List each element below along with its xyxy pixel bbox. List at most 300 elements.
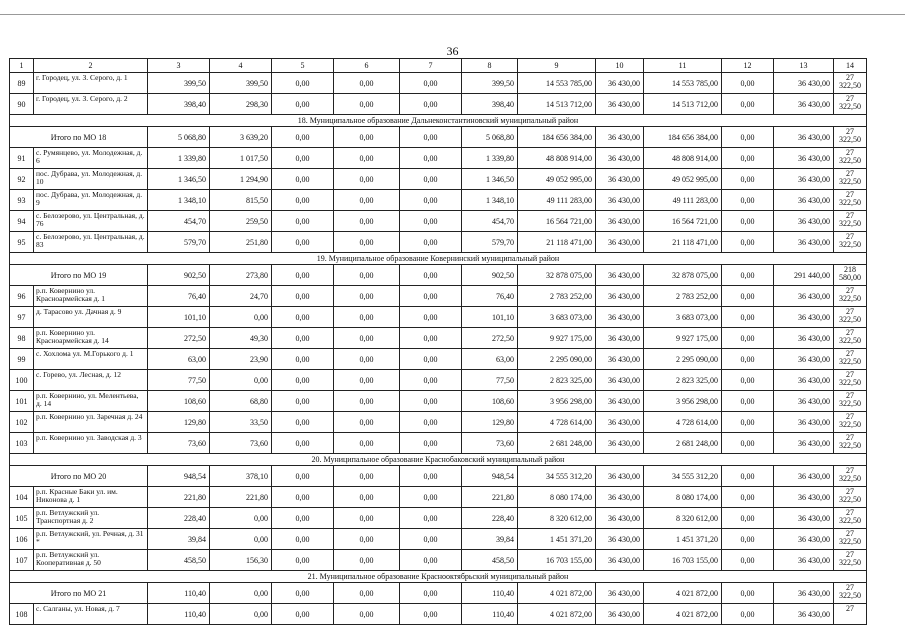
table-cell: 0,00 bbox=[400, 328, 462, 349]
address-cell: с. Белозерово, ул. Центральная, д. 83 bbox=[34, 232, 148, 253]
table-cell: 0,00 bbox=[210, 583, 272, 604]
table-cell: 27 322,50 bbox=[834, 169, 867, 190]
table-row bbox=[10, 286, 867, 307]
address-cell: р.п. Ковернино ул. Заречная д. 24 bbox=[34, 412, 148, 433]
table-cell: 27 322,50 bbox=[834, 127, 867, 148]
table-cell: 27 322,50 bbox=[834, 466, 867, 487]
table-cell: 0,00 bbox=[272, 307, 334, 328]
table-cell: 1 451 371,20 bbox=[518, 529, 596, 550]
table-cell: 0,00 bbox=[272, 583, 334, 604]
table-cell: 272,50 bbox=[148, 328, 210, 349]
row-number: 98 bbox=[10, 328, 34, 349]
table-cell: 0,00 bbox=[272, 232, 334, 253]
table-cell: 902,50 bbox=[148, 265, 210, 286]
row-number: 93 bbox=[10, 190, 34, 211]
total-label: Итого по МО 20 bbox=[10, 466, 148, 487]
table-cell: 36 430,00 bbox=[596, 349, 644, 370]
table-cell: 27 322,50 bbox=[834, 412, 867, 433]
top-border-line bbox=[0, 14, 905, 15]
column-header-10: 10 bbox=[596, 59, 644, 73]
table-cell: 2 295 090,00 bbox=[644, 349, 722, 370]
row-number: 108 bbox=[10, 604, 34, 625]
row-number: 103 bbox=[10, 433, 34, 454]
table-cell: 9 927 175,00 bbox=[644, 328, 722, 349]
table-cell: 0,00 bbox=[334, 148, 400, 169]
table-cell: 27 322,50 bbox=[834, 583, 867, 604]
table-cell: 273,80 bbox=[210, 265, 272, 286]
table-cell: 108,60 bbox=[462, 391, 518, 412]
table-cell: 1 294,90 bbox=[210, 169, 272, 190]
table-cell: 1 339,80 bbox=[148, 148, 210, 169]
table-row bbox=[10, 148, 867, 169]
row-number: 92 bbox=[10, 169, 34, 190]
table-cell: 399,50 bbox=[148, 73, 210, 94]
column-header-6: 6 bbox=[334, 59, 400, 73]
table-cell: 73,60 bbox=[210, 433, 272, 454]
table-cell: 0,00 bbox=[400, 211, 462, 232]
table-cell: 36 430,00 bbox=[596, 211, 644, 232]
table-cell: 0,00 bbox=[722, 328, 774, 349]
row-number: 94 bbox=[10, 211, 34, 232]
address-cell: р.п. Ковернино ул. Красноармейская д. 14 bbox=[34, 328, 148, 349]
table-cell: 0,00 bbox=[400, 232, 462, 253]
table-cell: 36 430,00 bbox=[596, 433, 644, 454]
table-cell: 0,00 bbox=[722, 370, 774, 391]
column-header-4: 4 bbox=[210, 59, 272, 73]
table-cell: 0,00 bbox=[722, 487, 774, 508]
table-cell: 36 430,00 bbox=[774, 349, 834, 370]
table-cell: 36 430,00 bbox=[774, 307, 834, 328]
address-cell: пос. Дубрава, ул. Молодежная, д. 10 bbox=[34, 169, 148, 190]
table-cell: 36 430,00 bbox=[774, 328, 834, 349]
table-cell: 0,00 bbox=[400, 169, 462, 190]
table-cell: 454,70 bbox=[462, 211, 518, 232]
table-cell: 8 080 174,00 bbox=[518, 487, 596, 508]
table-cell: 49 111 283,00 bbox=[644, 190, 722, 211]
page-number: 36 bbox=[446, 44, 459, 58]
table-cell: 34 555 312,20 bbox=[644, 466, 722, 487]
address-cell: р.п. Ковернино ул. Красноармейская д. 1 bbox=[34, 286, 148, 307]
table-cell: 0,00 bbox=[400, 148, 462, 169]
table-cell: 27 322,50 bbox=[834, 349, 867, 370]
table-cell: 36 430,00 bbox=[596, 529, 644, 550]
table-cell: 0,00 bbox=[210, 604, 272, 625]
table-cell: 184 656 384,00 bbox=[644, 127, 722, 148]
table-cell: 2 295 090,00 bbox=[518, 349, 596, 370]
table-cell: 36 430,00 bbox=[774, 583, 834, 604]
table-cell: 0,00 bbox=[334, 433, 400, 454]
table-cell: 36 430,00 bbox=[596, 604, 644, 625]
table-cell: 36 430,00 bbox=[774, 286, 834, 307]
table-row bbox=[10, 370, 867, 391]
table-row bbox=[10, 508, 867, 529]
table-cell: 16 564 721,00 bbox=[644, 211, 722, 232]
table-cell: 3 683 073,00 bbox=[644, 307, 722, 328]
table-cell: 4 021 872,00 bbox=[644, 604, 722, 625]
column-header-1: 1 bbox=[10, 59, 34, 73]
table-cell: 49,30 bbox=[210, 328, 272, 349]
table-cell: 36 430,00 bbox=[774, 412, 834, 433]
section-header-row bbox=[10, 571, 867, 583]
table-cell: 27 322,50 bbox=[834, 232, 867, 253]
table-cell: 0,00 bbox=[272, 370, 334, 391]
table-cell: 16 703 155,00 bbox=[518, 550, 596, 571]
table-cell: 16 564 721,00 bbox=[518, 211, 596, 232]
row-number: 89 bbox=[10, 73, 34, 94]
table-cell: 23,90 bbox=[210, 349, 272, 370]
address-cell: р.п. Ветлужский ул. Кооперативная д. 50 bbox=[34, 550, 148, 571]
table-cell: 36 430,00 bbox=[596, 583, 644, 604]
table-row bbox=[10, 211, 867, 232]
table-cell: 3 956 298,00 bbox=[644, 391, 722, 412]
table-cell: 0,00 bbox=[400, 127, 462, 148]
table-cell: 14 513 712,00 bbox=[518, 94, 596, 115]
table-cell: 2 783 252,00 bbox=[644, 286, 722, 307]
table-cell: 27 322,50 bbox=[834, 529, 867, 550]
table-cell: 36 430,00 bbox=[774, 190, 834, 211]
table-cell: 36 430,00 bbox=[596, 550, 644, 571]
table-cell: 399,50 bbox=[462, 73, 518, 94]
table-cell: 36 430,00 bbox=[774, 94, 834, 115]
address-cell: г. Городец, ул. З. Серого, д. 2 bbox=[34, 94, 148, 115]
table-cell: 0,00 bbox=[400, 391, 462, 412]
table-cell: 1 339,80 bbox=[462, 148, 518, 169]
table-cell: 0,00 bbox=[400, 529, 462, 550]
table-row bbox=[10, 412, 867, 433]
table-cell: 948,54 bbox=[462, 466, 518, 487]
row-number: 104 bbox=[10, 487, 34, 508]
table-cell: 0,00 bbox=[272, 73, 334, 94]
table-cell: 36 430,00 bbox=[774, 487, 834, 508]
table-cell: 0,00 bbox=[272, 487, 334, 508]
table-cell: 8 320 612,00 bbox=[518, 508, 596, 529]
column-header-9: 9 bbox=[518, 59, 596, 73]
column-header-3: 3 bbox=[148, 59, 210, 73]
table-cell: 27 322,50 bbox=[834, 370, 867, 391]
table-row bbox=[10, 391, 867, 412]
table-cell: 36 430,00 bbox=[774, 433, 834, 454]
table-cell: 0,00 bbox=[400, 286, 462, 307]
table-cell: 902,50 bbox=[462, 265, 518, 286]
row-number: 90 bbox=[10, 94, 34, 115]
table-cell: 14 553 785,00 bbox=[644, 73, 722, 94]
table-cell: 27 322,50 bbox=[834, 286, 867, 307]
table-cell: 48 808 914,00 bbox=[644, 148, 722, 169]
table-row bbox=[10, 487, 867, 508]
table-cell: 32 878 075,00 bbox=[644, 265, 722, 286]
table-cell: 0,00 bbox=[272, 349, 334, 370]
address-cell: р.п. Ветлужский, ул. Речная, д. 31 * bbox=[34, 529, 148, 550]
table-cell: 110,40 bbox=[462, 604, 518, 625]
table-cell: 0,00 bbox=[210, 307, 272, 328]
column-header-8: 8 bbox=[462, 59, 518, 73]
table-row bbox=[10, 604, 867, 625]
table-cell: 0,00 bbox=[400, 487, 462, 508]
table-cell: 27 322,50 bbox=[834, 550, 867, 571]
table-row bbox=[10, 433, 867, 454]
table-cell: 36 430,00 bbox=[596, 169, 644, 190]
table-cell: 49 052 995,00 bbox=[644, 169, 722, 190]
column-header-2: 2 bbox=[34, 59, 148, 73]
table-cell: 0,00 bbox=[272, 169, 334, 190]
table-cell: 110,40 bbox=[148, 604, 210, 625]
table-cell: 0,00 bbox=[722, 508, 774, 529]
table-row bbox=[10, 232, 867, 253]
table-cell: 8 320 612,00 bbox=[644, 508, 722, 529]
table-cell: 0,00 bbox=[272, 550, 334, 571]
table-cell: 49 052 995,00 bbox=[518, 169, 596, 190]
table-cell: 14 513 712,00 bbox=[644, 94, 722, 115]
table-cell: 2 681 248,00 bbox=[644, 433, 722, 454]
table-cell: 0,00 bbox=[272, 127, 334, 148]
table-cell: 0,00 bbox=[722, 73, 774, 94]
table-cell: 3 956 298,00 bbox=[518, 391, 596, 412]
table-row bbox=[10, 328, 867, 349]
table-cell: 291 440,00 bbox=[774, 265, 834, 286]
table-row bbox=[10, 529, 867, 550]
table-cell: 27 bbox=[834, 604, 867, 625]
table-cell: 4 728 614,00 bbox=[518, 412, 596, 433]
row-number: 99 bbox=[10, 349, 34, 370]
table-body bbox=[10, 59, 867, 625]
table-cell: 36 430,00 bbox=[774, 232, 834, 253]
table-cell: 0,00 bbox=[400, 412, 462, 433]
table-cell: 39,84 bbox=[462, 529, 518, 550]
address-cell: с. Белозерово, ул. Центральная, д. 76 bbox=[34, 211, 148, 232]
table-cell: 73,60 bbox=[462, 433, 518, 454]
table-cell: 27 322,50 bbox=[834, 307, 867, 328]
table-cell: 27 322,50 bbox=[834, 433, 867, 454]
table-cell: 36 430,00 bbox=[774, 466, 834, 487]
table-cell: 0,00 bbox=[334, 328, 400, 349]
table-cell: 108,60 bbox=[148, 391, 210, 412]
column-header-13: 13 bbox=[774, 59, 834, 73]
table-cell: 129,80 bbox=[148, 412, 210, 433]
table-cell: 218 580,00 bbox=[834, 265, 867, 286]
table-cell: 0,00 bbox=[400, 94, 462, 115]
table-cell: 0,00 bbox=[722, 412, 774, 433]
total-row bbox=[10, 583, 867, 604]
column-header-14: 14 bbox=[834, 59, 867, 73]
table-cell: 1 348,10 bbox=[148, 190, 210, 211]
table-cell: 27 322,50 bbox=[834, 73, 867, 94]
table-cell: 36 430,00 bbox=[596, 328, 644, 349]
table-cell: 77,50 bbox=[148, 370, 210, 391]
table-cell: 378,10 bbox=[210, 466, 272, 487]
table-cell: 36 430,00 bbox=[596, 148, 644, 169]
table-cell: 27 322,50 bbox=[834, 94, 867, 115]
table-cell: 454,70 bbox=[148, 211, 210, 232]
table-cell: 0,00 bbox=[722, 148, 774, 169]
table-cell: 39,84 bbox=[148, 529, 210, 550]
row-number: 102 bbox=[10, 412, 34, 433]
table-cell: 4 021 872,00 bbox=[644, 583, 722, 604]
address-cell: с. Горево, ул. Лесная, д. 12 bbox=[34, 370, 148, 391]
table-cell: 2 823 325,00 bbox=[518, 370, 596, 391]
table-cell: 36 430,00 bbox=[774, 169, 834, 190]
address-cell: р.п. Ковернино ул. Заводская д. 3 bbox=[34, 433, 148, 454]
address-cell: с. Хохлома ул. М.Горького д. 1 bbox=[34, 349, 148, 370]
table-cell: 0,00 bbox=[722, 169, 774, 190]
table-cell: 0,00 bbox=[400, 550, 462, 571]
table-cell: 0,00 bbox=[334, 487, 400, 508]
table-cell: 0,00 bbox=[400, 466, 462, 487]
section-header-row bbox=[10, 253, 867, 265]
total-row bbox=[10, 466, 867, 487]
table-cell: 27 322,50 bbox=[834, 328, 867, 349]
table-cell: 76,40 bbox=[462, 286, 518, 307]
table-cell: 0,00 bbox=[722, 190, 774, 211]
table-cell: 0,00 bbox=[722, 529, 774, 550]
column-header-row bbox=[10, 59, 867, 73]
table-cell: 0,00 bbox=[334, 550, 400, 571]
table-cell: 251,80 bbox=[210, 232, 272, 253]
address-cell: р.п. Ковернино, ул. Мелентьева, д. 14 bbox=[34, 391, 148, 412]
table-cell: 0,00 bbox=[400, 604, 462, 625]
table-cell: 0,00 bbox=[334, 412, 400, 433]
table-cell: 4 021 872,00 bbox=[518, 583, 596, 604]
table-cell: 21 118 471,00 bbox=[644, 232, 722, 253]
table-cell: 0,00 bbox=[722, 391, 774, 412]
table-cell: 0,00 bbox=[334, 190, 400, 211]
total-row bbox=[10, 265, 867, 286]
table-row bbox=[10, 94, 867, 115]
table-cell: 458,50 bbox=[148, 550, 210, 571]
table-cell: 49 111 283,00 bbox=[518, 190, 596, 211]
table-cell: 36 430,00 bbox=[774, 73, 834, 94]
table-cell: 0,00 bbox=[400, 190, 462, 211]
table-cell: 0,00 bbox=[334, 370, 400, 391]
table-cell: 63,00 bbox=[148, 349, 210, 370]
table-cell: 36 430,00 bbox=[774, 508, 834, 529]
table-cell: 2 681 248,00 bbox=[518, 433, 596, 454]
table-cell: 77,50 bbox=[462, 370, 518, 391]
table-cell: 36 430,00 bbox=[596, 466, 644, 487]
table-cell: 0,00 bbox=[272, 148, 334, 169]
table-cell: 110,40 bbox=[148, 583, 210, 604]
table-cell: 0,00 bbox=[722, 433, 774, 454]
table-cell: 0,00 bbox=[400, 73, 462, 94]
table-row bbox=[10, 307, 867, 328]
table-cell: 3 683 073,00 bbox=[518, 307, 596, 328]
table-cell: 184 656 384,00 bbox=[518, 127, 596, 148]
table-cell: 0,00 bbox=[334, 508, 400, 529]
column-header-5: 5 bbox=[272, 59, 334, 73]
table-cell: 0,00 bbox=[334, 466, 400, 487]
table-cell: 0,00 bbox=[334, 73, 400, 94]
table-cell: 221,80 bbox=[462, 487, 518, 508]
table-cell: 5 068,80 bbox=[462, 127, 518, 148]
total-label: Итого по МО 19 bbox=[10, 265, 148, 286]
table-cell: 0,00 bbox=[334, 583, 400, 604]
table-cell: 0,00 bbox=[272, 265, 334, 286]
table-cell: 398,40 bbox=[462, 94, 518, 115]
table-cell: 1 017,50 bbox=[210, 148, 272, 169]
table-cell: 0,00 bbox=[722, 94, 774, 115]
section-header-row bbox=[10, 115, 867, 127]
table-cell: 4 728 614,00 bbox=[644, 412, 722, 433]
table-row bbox=[10, 550, 867, 571]
table-cell: 36 430,00 bbox=[596, 307, 644, 328]
table-cell: 1 348,10 bbox=[462, 190, 518, 211]
table-cell: 36 430,00 bbox=[774, 370, 834, 391]
table-cell: 33,50 bbox=[210, 412, 272, 433]
table-cell: 36 430,00 bbox=[774, 550, 834, 571]
table-cell: 36 430,00 bbox=[774, 127, 834, 148]
table-cell: 399,50 bbox=[210, 73, 272, 94]
table-cell: 0,00 bbox=[334, 349, 400, 370]
table-cell: 16 703 155,00 bbox=[644, 550, 722, 571]
column-header-7: 7 bbox=[400, 59, 462, 73]
table-cell: 0,00 bbox=[722, 583, 774, 604]
address-cell: с. Румянцево, ул. Молодежная, д. 6 bbox=[34, 148, 148, 169]
table-cell: 5 068,80 bbox=[148, 127, 210, 148]
table-cell: 34 555 312,20 bbox=[518, 466, 596, 487]
table-cell: 36 430,00 bbox=[596, 265, 644, 286]
row-number: 96 bbox=[10, 286, 34, 307]
table-cell: 101,10 bbox=[462, 307, 518, 328]
table-cell: 27 322,50 bbox=[834, 148, 867, 169]
table-cell: 0,00 bbox=[400, 508, 462, 529]
table-row bbox=[10, 190, 867, 211]
table-cell: 0,00 bbox=[334, 94, 400, 115]
table-cell: 0,00 bbox=[334, 391, 400, 412]
table-cell: 0,00 bbox=[400, 370, 462, 391]
table-cell: 36 430,00 bbox=[774, 391, 834, 412]
table-cell: 0,00 bbox=[272, 391, 334, 412]
address-cell: р.п. Ветлужский ул. Транспортная д. 2 bbox=[34, 508, 148, 529]
address-cell: с. Салганы, ул. Новая, д. 7 bbox=[34, 604, 148, 625]
address-cell: д. Тарасово ул. Дачная д. 9 bbox=[34, 307, 148, 328]
table-cell: 36 430,00 bbox=[596, 487, 644, 508]
row-number: 106 bbox=[10, 529, 34, 550]
table-cell: 63,00 bbox=[462, 349, 518, 370]
table-cell: 36 430,00 bbox=[596, 391, 644, 412]
table-cell: 36 430,00 bbox=[774, 211, 834, 232]
table-cell: 2 823 325,00 bbox=[644, 370, 722, 391]
address-cell: пос. Дубрава, ул. Молодежная, д. 9 bbox=[34, 190, 148, 211]
table-cell: 0,00 bbox=[272, 286, 334, 307]
table-row bbox=[10, 349, 867, 370]
table-cell: 14 553 785,00 bbox=[518, 73, 596, 94]
table-cell: 110,40 bbox=[462, 583, 518, 604]
table-cell: 36 430,00 bbox=[596, 73, 644, 94]
total-label: Итого по МО 21 bbox=[10, 583, 148, 604]
table-cell: 0,00 bbox=[272, 466, 334, 487]
table-cell: 73,60 bbox=[148, 433, 210, 454]
table-cell: 36 430,00 bbox=[774, 148, 834, 169]
table-cell: 36 430,00 bbox=[596, 412, 644, 433]
table-cell: 0,00 bbox=[334, 529, 400, 550]
table-cell: 0,00 bbox=[210, 529, 272, 550]
section-header-row bbox=[10, 454, 867, 466]
table-cell: 1 346,50 bbox=[148, 169, 210, 190]
table-cell: 9 927 175,00 bbox=[518, 328, 596, 349]
table-row bbox=[10, 73, 867, 94]
table-cell: 1 346,50 bbox=[462, 169, 518, 190]
table-cell: 0,00 bbox=[334, 286, 400, 307]
table-cell: 0,00 bbox=[722, 127, 774, 148]
table-cell: 0,00 bbox=[722, 604, 774, 625]
table-cell: 298,30 bbox=[210, 94, 272, 115]
table-cell: 0,00 bbox=[400, 349, 462, 370]
table-cell: 458,50 bbox=[462, 550, 518, 571]
table-cell: 76,40 bbox=[148, 286, 210, 307]
table-cell: 815,50 bbox=[210, 190, 272, 211]
table-cell: 0,00 bbox=[722, 211, 774, 232]
table-cell: 48 808 914,00 bbox=[518, 148, 596, 169]
table-cell: 1 451 371,20 bbox=[644, 529, 722, 550]
